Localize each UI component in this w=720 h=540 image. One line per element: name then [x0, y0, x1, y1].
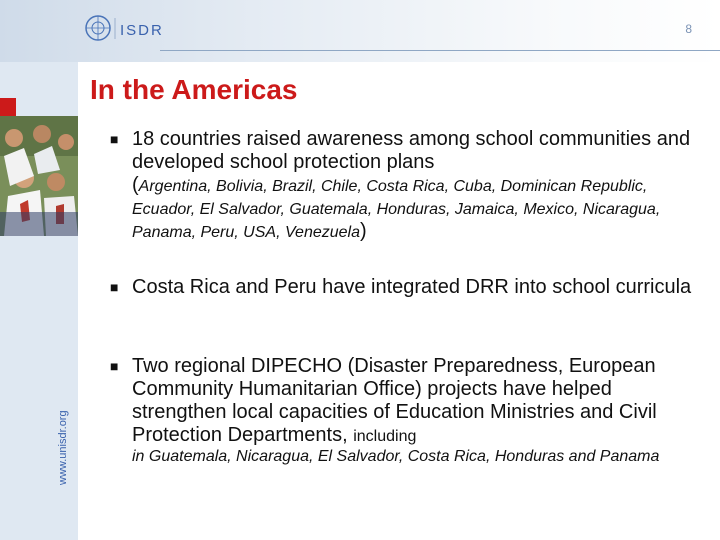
bullet-detail-close: ): [359, 220, 367, 242]
header-divider: [160, 50, 720, 51]
bullet-detail-text: in Guatemala, Nicaragua, El Salvador, Costa Rica, Honduras and Panama: [132, 448, 660, 465]
bullet-square-icon: ■: [110, 131, 119, 147]
bullet-main-text: Two regional DIPECHO (Disaster Preparedness, European Community Humanitarian Office) projects have helped strengthen local capacities of Education Ministries and Civil Protection Departments,: [132, 355, 657, 446]
page-number: 8: [685, 22, 692, 36]
students-photo: [0, 116, 78, 236]
un-isdr-logo: [84, 12, 174, 44]
bullet-dipecho-projects: [110, 355, 708, 467]
bullet-detail-open: (: [132, 174, 139, 196]
bullet-detail-lead: including: [353, 428, 417, 445]
slide-title: In the Americas: [90, 74, 298, 105]
bullet-main-text: Costa Rica and Peru have integrated DRR into school curricula: [132, 276, 692, 298]
bullet-main-text: 18 countries raised awareness among school communities and developed school protection plans: [132, 128, 691, 173]
bullet-square-icon: ■: [110, 358, 119, 374]
red-accent-square: [0, 98, 16, 116]
bullet-square-icon: ■: [110, 279, 119, 295]
side-website-url[interactable]: www.unisdr.org: [57, 410, 69, 485]
isdr-wordmark: ISDR: [120, 22, 164, 39]
un-emblem-icon: [84, 12, 174, 44]
bullet-country-list: Argentina, Bolivia, Brazil, Chile, Costa Rica, Cuba, Dominican Republic, Ecuador, El Salvador, Guatemala, Honduras, Jamaica, Mexico, Nicaragua, Panama, Peru, USA, Venezuela: [132, 178, 661, 241]
bullet-curricula: [110, 276, 708, 299]
bullet-countries-awareness: [110, 128, 708, 243]
